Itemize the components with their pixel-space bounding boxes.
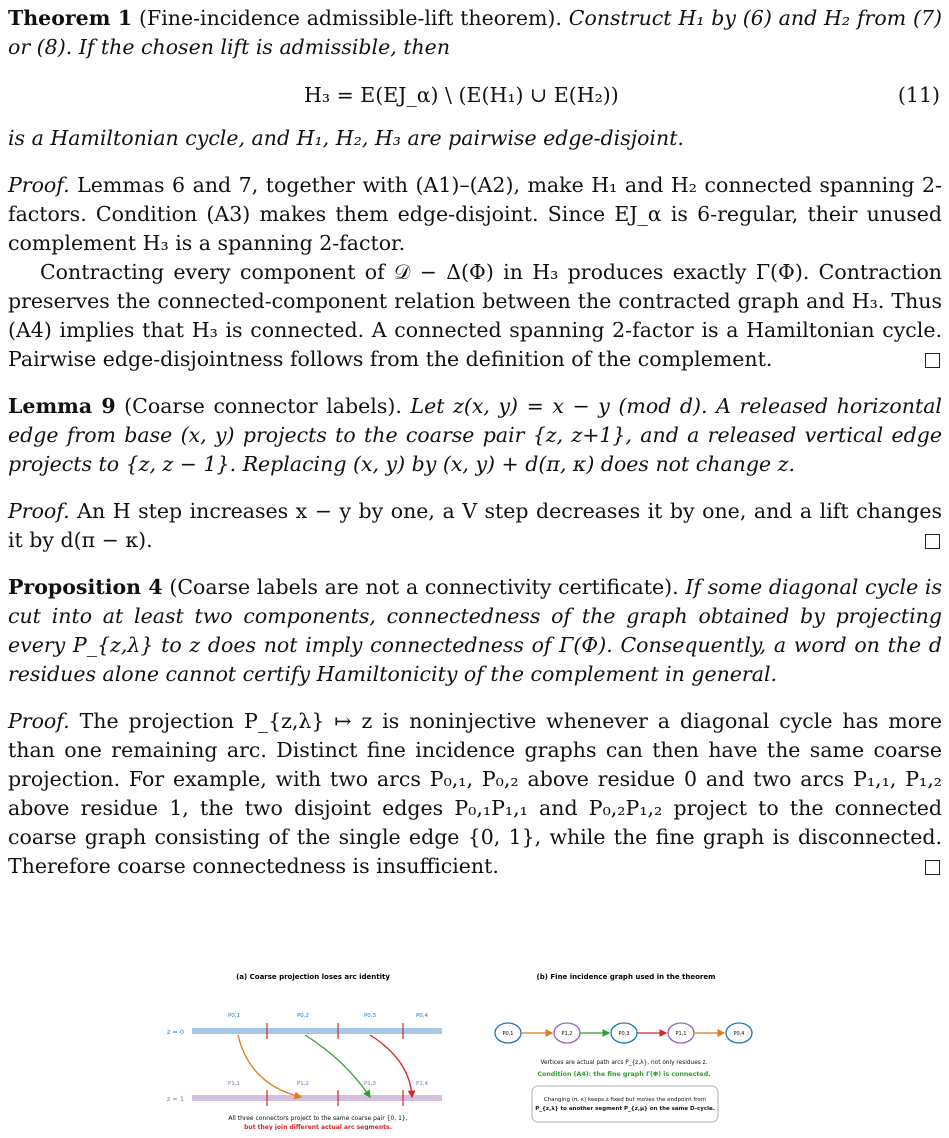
theorem-1 (8, 4, 942, 62)
figure (0, 960, 949, 1130)
fine-graph (495, 1023, 752, 1043)
arc-label-top: P0,3 (363, 1013, 377, 1019)
theorem-label: Theorem 1 (8, 6, 133, 30)
proof-1-p2 (8, 258, 942, 374)
arc-label-bottom: P1,1 (227, 1081, 241, 1087)
panel-b (495, 973, 752, 1122)
theorem-title: (Fine-incidence admissible-lift theorem). (138, 6, 562, 30)
panel-b-title: (b) Fine incidence graph used in the theorem (536, 973, 716, 981)
equation-number: (11) (897, 83, 940, 107)
panel-b-box-line2: P_{z,λ} to another segment P_{z,μ} on the same D-cycle. (535, 1106, 715, 1112)
lemma-label: Lemma 9 (8, 394, 116, 418)
theorem-statement: Construct H₁ by (6) and H₂ from (7) or (8). If the chosen lift is admissible, then (8, 6, 942, 59)
proof-1-p1 (8, 171, 942, 258)
panel-a-title: (a) Coarse projection loses arc identity (236, 973, 390, 981)
lemma-statement: Let z(x, y) = x − y (mod d). A released horizontal edge from base (x, y) projects to the coarse pair {z, z+1}, and a released vertical edge projects to {z, z − 1}. Replacing (x, y) by (x, y) + d(π, κ) does not change z. (8, 394, 942, 476)
proof-text: Contracting every component of 𝒟 − Δ(Φ) in H₃ produces exactly Γ(Φ). Contraction preserves the connected-component relation between the contracted graph and H₃. Thus (A4) implies that H₃ is connected. A connected spanning 2-factor is a Hamiltonian cycle. Pairwise edge-disjointness follows from the definition of the complement. (8, 260, 942, 371)
paper-page (8, 0, 942, 881)
arc-label-bottom: P1,3 (363, 1081, 377, 1087)
figure-svg (0, 960, 949, 1130)
proposition-4 (8, 573, 942, 689)
proof-label: Proof. (8, 709, 70, 733)
qed-box (925, 353, 940, 368)
lemma-title: (Coarse connector labels). (124, 394, 402, 418)
arc-label-bottom: P1,4 (415, 1081, 429, 1087)
proof-text: Lemmas 6 and 7, together with (A1)–(A2), make H₁ and H₂ connected spanning 2-factors. Condition (A3) makes them edge-disjoint. Since EJ_α is 6-regular, their unused complement H₃ is a spanning 2-factor. (8, 173, 942, 255)
panel-a-caption-1: All three connectors project to the same coarse pair {0, 1}, (228, 1115, 408, 1122)
node-label: P1,1 (675, 1031, 687, 1037)
node-label: P1,2 (561, 1031, 573, 1037)
equation-11 (8, 76, 942, 116)
proposition-title: (Coarse labels are not a connectivity certificate). (169, 575, 679, 599)
proof-3 (8, 707, 942, 881)
proof-label: Proof. (8, 499, 70, 523)
proposition-statement: If some diagonal cycle is cut into at least two components, connectedness of the graph obtained by projecting every P_{z,λ} to z does not imply connectedness of Γ(Φ). Consequently, a word on the d residues alone cannot certify Hamiltonicity of the complement in general. (8, 575, 942, 686)
connector-red (370, 1035, 412, 1097)
panel-b-condition: Condition (A4): the fine graph Γ(Φ) is connected. (537, 1071, 711, 1078)
proof-text: The projection P_{z,λ} ↦ z is noninjective whenever a diagonal cycle has more than one remaining arc. Distinct fine incidence graphs can then have the same coarse projection. For example, with two arcs P₀,₁, P₀,₂ above residue 0 and two arcs P₁,₁, P₁,₂ above residue 1, the two disjoint edges P₀,₁P₁,₁ and P₀,₂P₁,₂ project to the connected coarse graph consisting of the single edge {0, 1}, while the fine graph is disconnected. Therefore coarse connectedness is insufficient. (8, 709, 942, 878)
qed-box (925, 860, 940, 875)
connector-orange (238, 1035, 301, 1097)
panel-b-note: Vertices are actual path arcs P_{z,λ}, not only residues z. (540, 1060, 708, 1066)
connector-green (305, 1035, 370, 1097)
node-label: P0,4 (733, 1031, 745, 1037)
arc-label-bottom: P1,2 (296, 1081, 310, 1087)
panel-a-caption-2: but they join different actual arc segments. (244, 1124, 392, 1130)
equation: H₃ = E(EJ_α) \ (E(H₁) ∪ E(H₂)) (304, 83, 619, 107)
panel-b-box-line1: Changing (π, κ) keeps z fixed but moves the endpoint from (543, 1097, 707, 1103)
row-z0-bar (192, 1028, 442, 1034)
qed-box (925, 534, 940, 549)
panel-a (167, 973, 442, 1130)
arc-label-top: P0,2 (296, 1013, 310, 1019)
proof-text: An H step increases x − y by one, a V step decreases it by one, and a lift changes it by d(π − κ). (8, 499, 942, 552)
row-z1-label: z = 1 (166, 1095, 184, 1103)
proof-label: Proof. (8, 173, 70, 197)
proposition-label: Proposition 4 (8, 575, 163, 599)
lemma-9 (8, 392, 942, 479)
node-label: P0,1 (502, 1031, 514, 1037)
arc-label-top: P0,1 (227, 1013, 241, 1019)
row-z0-label: z = 0 (166, 1028, 184, 1036)
panel-b-box (532, 1086, 718, 1122)
proof-2 (8, 497, 942, 555)
arc-label-top: P0,4 (415, 1013, 429, 1019)
node-label: P0,3 (618, 1031, 630, 1037)
row-z1-bar (192, 1095, 442, 1101)
theorem-conclusion: is a Hamiltonian cycle, and H₁, H₂, H₃ are pairwise edge-disjoint. (8, 126, 684, 150)
